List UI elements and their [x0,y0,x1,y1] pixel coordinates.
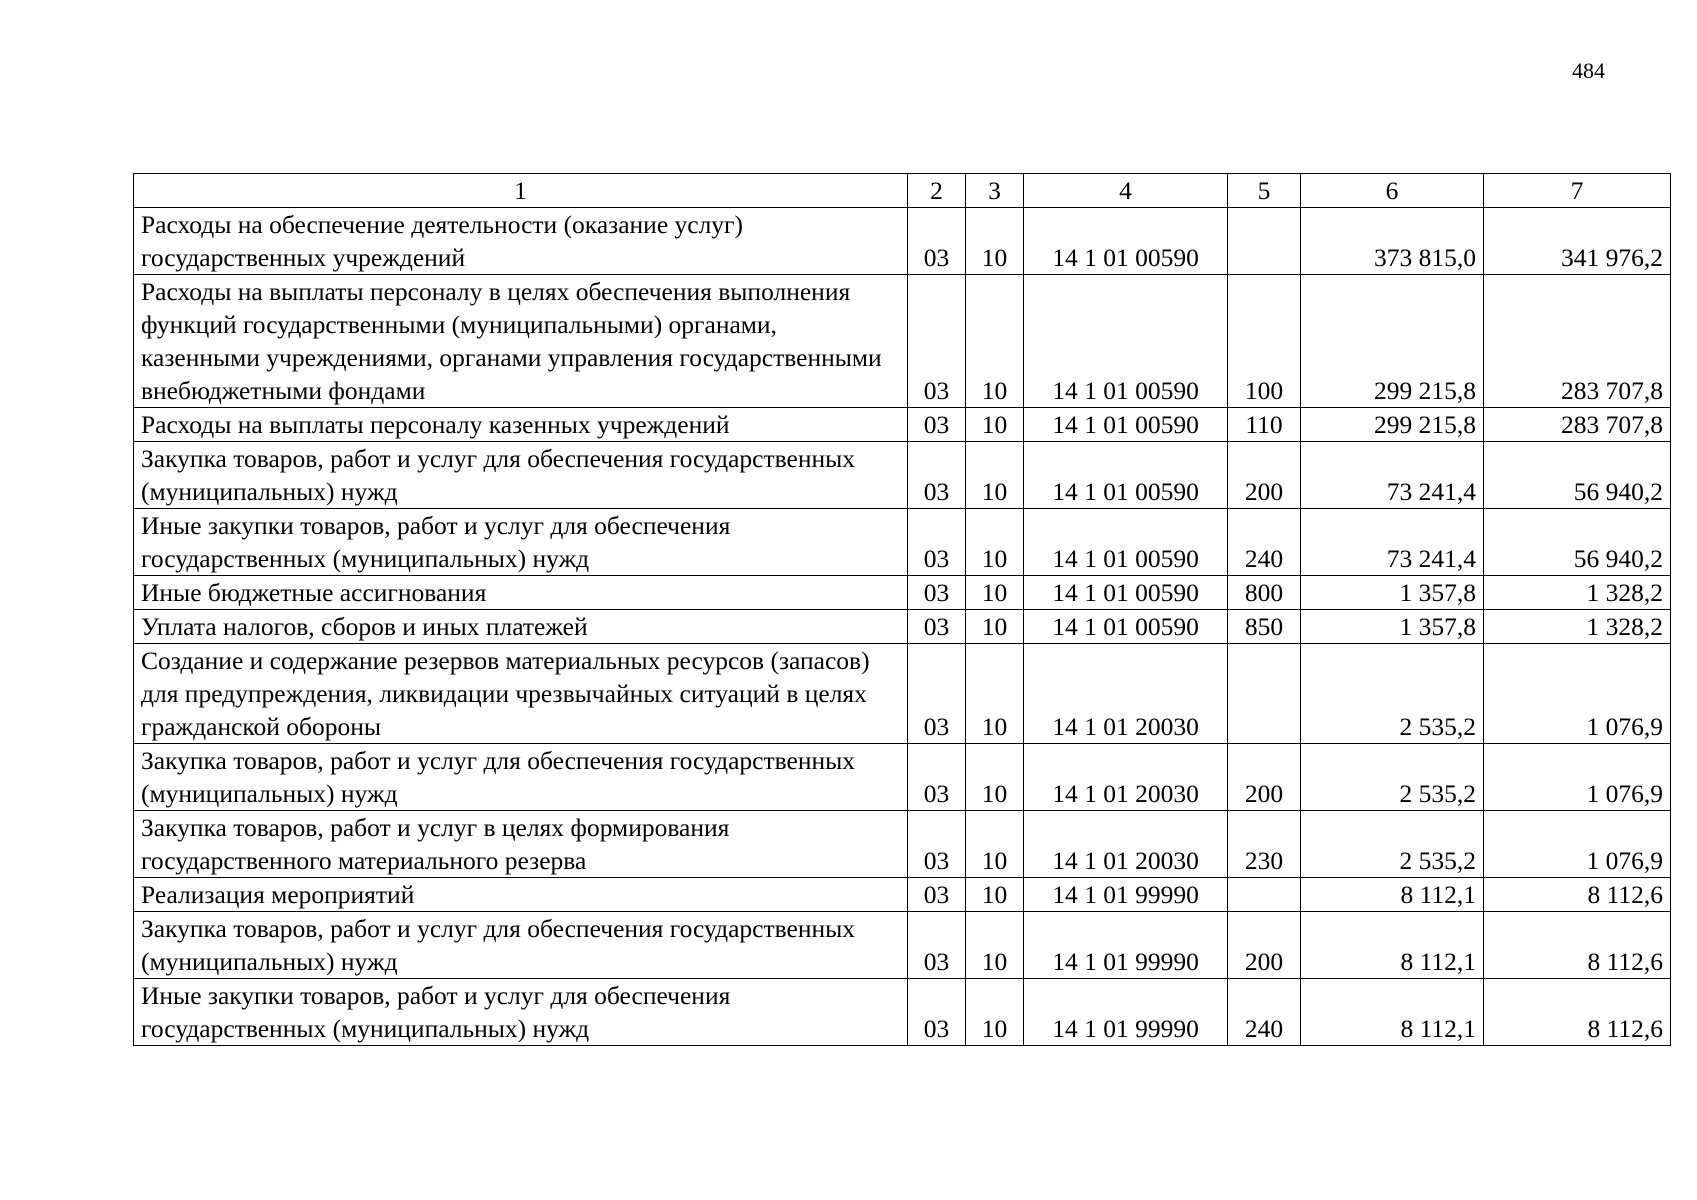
expense-name-cell: Расходы на выплаты персоналу в целях обеспечения выполнения функций государственными (муниципальными) органами, казенными учреждениями, органами управления государственными внебюджетными фондами [134,275,908,408]
amount-col6-cell: 2 535,2 [1301,644,1484,744]
expense-type-cell: 200 [1228,442,1301,509]
subsection-code-cell: 10 [966,644,1024,744]
header-col-4: 4 [1024,174,1228,208]
subsection-code-cell: 10 [966,576,1024,610]
amount-col7-cell: 8 112,6 [1484,878,1671,912]
table-header [134,174,1671,208]
section-code-cell: 03 [908,644,966,744]
amount-col7-cell: 56 940,2 [1484,442,1671,509]
amount-col7-cell: 8 112,6 [1484,912,1671,979]
expense-type-cell: 230 [1228,811,1301,878]
section-code-cell: 03 [908,275,966,408]
subsection-code-cell: 10 [966,408,1024,442]
table-row [134,576,1671,610]
table-row [134,644,1671,744]
amount-col7-cell: 1 328,2 [1484,576,1671,610]
header-col-3: 3 [966,174,1024,208]
amount-col7-cell: 56 940,2 [1484,509,1671,576]
expense-name-cell: Иные закупки товаров, работ и услуг для обеспечения государственных (муниципальных) нужд [134,509,908,576]
table-row [134,509,1671,576]
subsection-code-cell: 10 [966,610,1024,644]
target-article-cell: 14 1 01 00590 [1024,576,1228,610]
header-col-5: 5 [1228,174,1301,208]
table-row [134,912,1671,979]
budget-table [133,173,1671,1046]
section-code-cell: 03 [908,912,966,979]
section-code-cell: 03 [908,744,966,811]
amount-col6-cell: 299 215,8 [1301,275,1484,408]
amount-col6-cell: 2 535,2 [1301,744,1484,811]
amount-col6-cell: 373 815,0 [1301,208,1484,275]
section-code-cell: 03 [908,610,966,644]
table-row [134,442,1671,509]
subsection-code-cell: 10 [966,744,1024,811]
amount-col7-cell: 1 076,9 [1484,644,1671,744]
expense-type-cell: 240 [1228,979,1301,1046]
amount-col7-cell: 283 707,8 [1484,275,1671,408]
section-code-cell: 03 [908,576,966,610]
expense-name-cell: Закупка товаров, работ и услуг для обеспечения государственных (муниципальных) нужд [134,442,908,509]
expense-name-cell: Уплата налогов, сборов и иных платежей [134,610,908,644]
amount-col6-cell: 2 535,2 [1301,811,1484,878]
table-row [134,811,1671,878]
target-article-cell: 14 1 01 00590 [1024,509,1228,576]
target-article-cell: 14 1 01 20030 [1024,644,1228,744]
section-code-cell: 03 [908,811,966,878]
target-article-cell: 14 1 01 99990 [1024,912,1228,979]
table-row [134,208,1671,275]
section-code-cell: 03 [908,442,966,509]
expense-type-cell [1228,208,1301,275]
amount-col6-cell: 8 112,1 [1301,912,1484,979]
header-col-1: 1 [134,174,908,208]
header-row [134,174,1671,208]
section-code-cell: 03 [908,408,966,442]
amount-col7-cell: 1 076,9 [1484,744,1671,811]
amount-col7-cell: 1 328,2 [1484,610,1671,644]
expense-name-cell: Расходы на выплаты персоналу казенных учреждений [134,408,908,442]
target-article-cell: 14 1 01 00590 [1024,275,1228,408]
subsection-code-cell: 10 [966,442,1024,509]
expense-type-cell: 100 [1228,275,1301,408]
page-number: 484 [1572,58,1605,83]
expense-type-cell: 200 [1228,744,1301,811]
subsection-code-cell: 10 [966,979,1024,1046]
target-article-cell: 14 1 01 00590 [1024,208,1228,275]
expense-name-cell: Иные бюджетные ассигнования [134,576,908,610]
header-col-2: 2 [908,174,966,208]
expense-type-cell [1228,878,1301,912]
header-col-7: 7 [1484,174,1671,208]
amount-col6-cell: 1 357,8 [1301,576,1484,610]
target-article-cell: 14 1 01 00590 [1024,442,1228,509]
table-row [134,744,1671,811]
subsection-code-cell: 10 [966,878,1024,912]
amount-col6-cell: 8 112,1 [1301,878,1484,912]
expense-name-cell: Закупка товаров, работ и услуг в целях формирования государственного материального резерва [134,811,908,878]
subsection-code-cell: 10 [966,912,1024,979]
section-code-cell: 03 [908,509,966,576]
table-row [134,979,1671,1046]
table-row [134,610,1671,644]
amount-col7-cell: 1 076,9 [1484,811,1671,878]
expense-name-cell: Иные закупки товаров, работ и услуг для обеспечения государственных (муниципальных) нужд [134,979,908,1046]
amount-col7-cell: 8 112,6 [1484,979,1671,1046]
subsection-code-cell: 10 [966,275,1024,408]
amount-col6-cell: 8 112,1 [1301,979,1484,1046]
expense-name-cell: Закупка товаров, работ и услуг для обеспечения государственных (муниципальных) нужд [134,912,908,979]
expense-type-cell: 800 [1228,576,1301,610]
expense-type-cell: 200 [1228,912,1301,979]
amount-col6-cell: 73 241,4 [1301,442,1484,509]
target-article-cell: 14 1 01 20030 [1024,811,1228,878]
expense-name-cell: Реализация мероприятий [134,878,908,912]
subsection-code-cell: 10 [966,811,1024,878]
expense-type-cell: 110 [1228,408,1301,442]
expense-name-cell: Расходы на обеспечение деятельности (оказание услуг) государственных учреждений [134,208,908,275]
section-code-cell: 03 [908,979,966,1046]
amount-col6-cell: 1 357,8 [1301,610,1484,644]
target-article-cell: 14 1 01 00590 [1024,408,1228,442]
target-article-cell: 14 1 01 00590 [1024,610,1228,644]
amount-col7-cell: 341 976,2 [1484,208,1671,275]
header-col-6: 6 [1301,174,1484,208]
subsection-code-cell: 10 [966,208,1024,275]
amount-col7-cell: 283 707,8 [1484,408,1671,442]
amount-col6-cell: 73 241,4 [1301,509,1484,576]
table-row [134,408,1671,442]
expense-type-cell: 240 [1228,509,1301,576]
subsection-code-cell: 10 [966,509,1024,576]
expense-name-cell: Создание и содержание резервов материальных ресурсов (запасов) для предупреждения, ликвидации чрезвычайных ситуаций в целях гражданской обороны [134,644,908,744]
table-row [134,275,1671,408]
expense-type-cell: 850 [1228,610,1301,644]
section-code-cell: 03 [908,208,966,275]
section-code-cell: 03 [908,878,966,912]
table-body [134,208,1671,1046]
expense-name-cell: Закупка товаров, работ и услуг для обеспечения государственных (муниципальных) нужд [134,744,908,811]
amount-col6-cell: 299 215,8 [1301,408,1484,442]
expense-type-cell [1228,644,1301,744]
target-article-cell: 14 1 01 20030 [1024,744,1228,811]
target-article-cell: 14 1 01 99990 [1024,878,1228,912]
table-row [134,878,1671,912]
target-article-cell: 14 1 01 99990 [1024,979,1228,1046]
